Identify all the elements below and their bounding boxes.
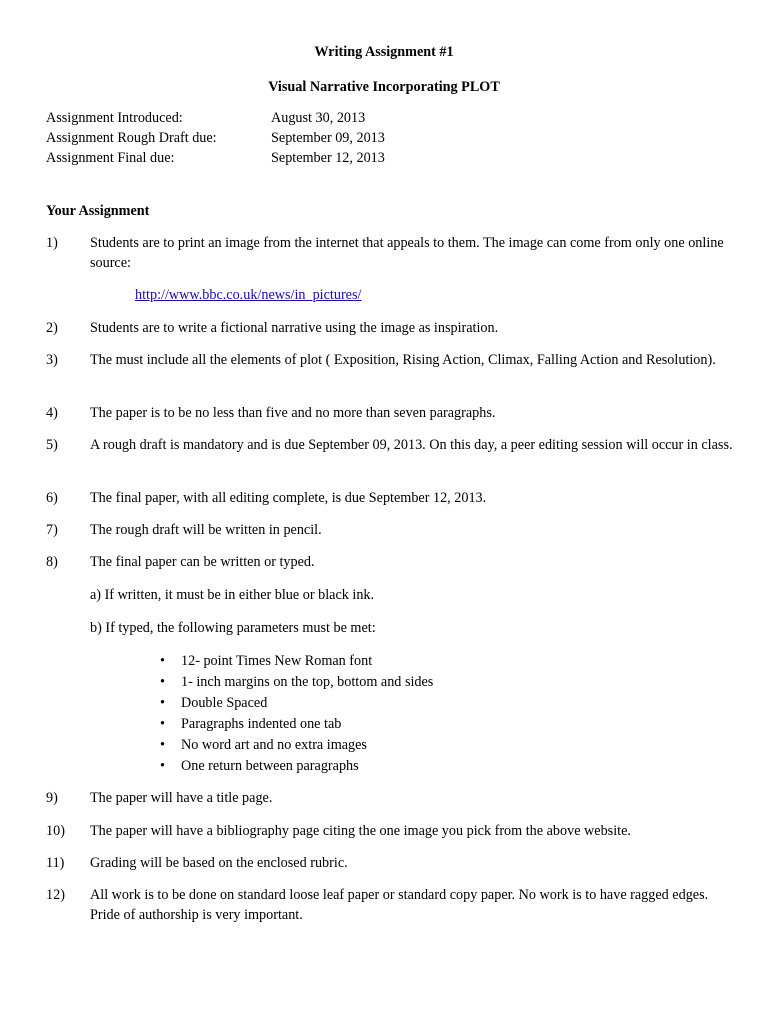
bullet-icon: • — [160, 653, 165, 669]
list-item — [46, 435, 736, 455]
item-text: All work is to be done on standard loose leaf paper or standard copy paper. No work is to have ragged edges. Pride of authorship is very important. — [90, 887, 709, 923]
sub-item-a: a) If written, it must be in either blue or black ink. — [90, 587, 375, 603]
list-item — [46, 488, 736, 508]
bullet-item — [160, 672, 433, 693]
item-text: The final paper can be written or typed. — [90, 554, 315, 570]
item-number: 6) — [46, 490, 58, 506]
list-item — [46, 821, 736, 841]
bullet-text: No word art and no extra images — [181, 737, 367, 753]
bullet-text: 12- point Times New Roman font — [181, 653, 373, 669]
date-value: August 30, 2013 — [271, 110, 366, 126]
list-item — [46, 788, 736, 808]
list-item — [46, 318, 736, 338]
section-heading: Your Assignment — [46, 203, 150, 219]
bullet-text: Paragraphs indented one tab — [181, 716, 342, 732]
item-text: Students are to write a fictional narrative using the image as inspiration. — [90, 320, 499, 336]
item-text: The must include all the elements of plot ( Exposition, Rising Action, Climax, Falling Action and Resolution). — [90, 352, 716, 368]
item-number: 4) — [46, 405, 58, 421]
date-label: Assignment Introduced: — [46, 110, 183, 126]
list-item — [46, 350, 736, 370]
source-link[interactable]: http://www.bbc.co.uk/news/in_pictures/ — [135, 287, 362, 303]
list-item — [46, 885, 736, 925]
list-item — [46, 403, 736, 423]
sub-item-b: b) If typed, the following parameters must be met: — [90, 620, 376, 636]
item-number: 7) — [46, 522, 58, 538]
parameters-list — [160, 651, 433, 777]
item-number: 3) — [46, 352, 58, 368]
item-number: 11) — [46, 855, 65, 871]
page-subtitle: Visual Narrative Incorporating PLOT — [268, 79, 500, 95]
item-number: 12) — [46, 887, 65, 903]
bullet-item — [160, 693, 433, 714]
item-text: The paper is to be no less than five and no more than seven paragraphs. — [90, 405, 496, 421]
list-item — [46, 520, 736, 540]
date-label: Assignment Final due: — [46, 150, 175, 166]
bullet-icon: • — [160, 737, 165, 753]
item-number: 10) — [46, 823, 65, 839]
item-text: The final paper, with all editing complete, is due September 12, 2013. — [90, 490, 487, 506]
item-number: 2) — [46, 320, 58, 336]
bullet-icon: • — [160, 674, 165, 690]
bullet-text: Double Spaced — [181, 695, 268, 711]
link-line — [135, 285, 361, 305]
list-item — [46, 233, 736, 273]
bullet-text: One return between paragraphs — [181, 758, 359, 774]
date-label: Assignment Rough Draft due: — [46, 130, 217, 146]
bullet-item — [160, 714, 433, 735]
date-value: September 12, 2013 — [271, 150, 385, 166]
item-text: A rough draft is mandatory and is due September 09, 2013. On this day, a peer editing session will occur in class. — [90, 437, 733, 453]
list-item — [46, 552, 736, 572]
page-title: Writing Assignment #1 — [314, 44, 454, 60]
item-text: The rough draft will be written in pencil. — [90, 522, 322, 538]
bullet-item — [160, 651, 433, 672]
dates-table — [46, 108, 385, 168]
bullet-icon: • — [160, 758, 165, 774]
date-row — [46, 128, 385, 148]
item-text: The paper will have a bibliography page citing the one image you pick from the above website. — [90, 823, 631, 839]
item-number: 5) — [46, 437, 58, 453]
item-number: 1) — [46, 235, 58, 251]
bullet-item — [160, 735, 433, 756]
item-number: 8) — [46, 554, 58, 570]
date-row — [46, 148, 385, 168]
list-item — [46, 853, 736, 873]
bullet-item — [160, 756, 433, 777]
item-text: Students are to print an image from the internet that appeals to them. The image can come from only one online source: — [90, 235, 724, 271]
bullet-icon: • — [160, 695, 165, 711]
item-text: Grading will be based on the enclosed rubric. — [90, 855, 348, 871]
date-row — [46, 108, 385, 128]
item-text: The paper will have a title page. — [90, 790, 273, 806]
bullet-text: 1- inch margins on the top, bottom and sides — [181, 674, 434, 690]
item-number: 9) — [46, 790, 58, 806]
bullet-icon: • — [160, 716, 165, 732]
date-value: September 09, 2013 — [271, 130, 385, 146]
